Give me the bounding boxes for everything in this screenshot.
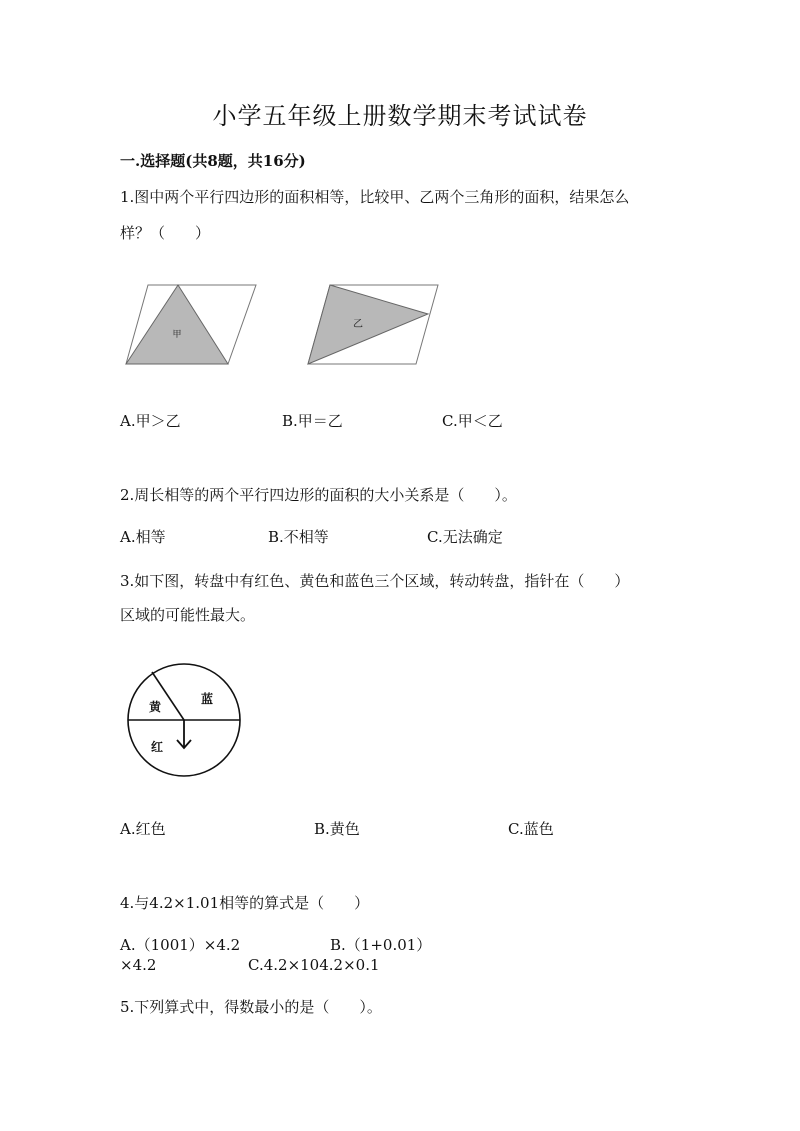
triangle-b-label: 乙 [353,319,363,330]
q2-option-a: A.相等 [120,528,166,546]
q3-option-a: A.红色 [120,820,166,838]
spinner-label-red: 红 [150,740,164,754]
q3-option-c: C.蓝色 [508,820,554,838]
q1-option-c: C.甲＜乙 [442,412,503,430]
q1-option-a: A.甲＞乙 [120,412,181,430]
parallelogram-b [308,285,438,364]
q2-text: 2.周长相等的两个平行四边形的面积的大小关系是（ ）。 [120,486,517,504]
q1-text-line2: 样？（ ） [120,224,211,242]
spinner-label-yellow: 黄 [148,700,162,714]
q3-text-line1: 3.如下图，转盘中有红色、黄色和蓝色三个区域，转动转盘，指针在（ ） [120,572,630,590]
q2-option-b: B.不相等 [268,528,329,546]
q4-option-c: C.4.2×104.2×0.1 [248,956,380,974]
q3-spinner-figure [124,660,248,780]
section-heading: 一.选择题(共8题，共16分) [120,152,306,170]
triangle-a-label: 甲 [172,330,182,340]
parallelogram-a [126,285,256,364]
q1-text-line1: 1.图中两个平行四边形的面积相等，比较甲、乙两个三角形的面积，结果怎么 [120,188,630,206]
q3-text-line2: 区域的可能性最大。 [120,606,256,624]
q5-text: 5.下列算式中，得数最小的是（ ）。 [120,998,382,1016]
page-title: 小学五年级上册数学期末考试试卷 [212,102,588,130]
q1-parallelogram-figures [120,280,450,370]
spinner-label-blue: 蓝 [200,692,214,706]
q4-option-b-continued: ×4.2 [120,956,157,974]
q3-option-b: B.黄色 [314,820,360,838]
q4-option-a: A.（1001）×4.2 [120,936,241,954]
q1-option-b: B.甲＝乙 [282,412,343,430]
q4-option-b: B.（1+0.01） [330,936,432,954]
q2-option-c: C.无法确定 [427,528,503,546]
q4-text: 4.与4.2×1.01相等的算式是（ ） [120,894,370,912]
